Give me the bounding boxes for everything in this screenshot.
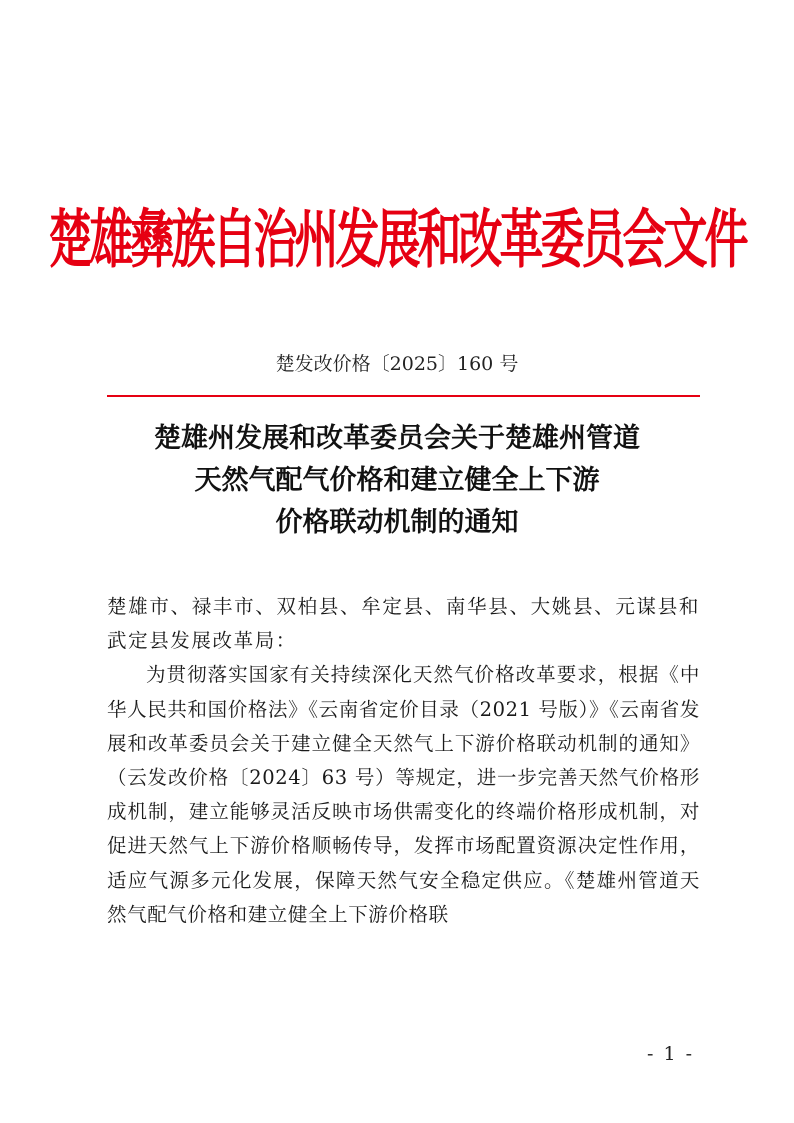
issuer-banner-text: 楚雄彝族自治州发展和改革委员会文件 bbox=[48, 203, 746, 278]
page-number: - 1 - bbox=[646, 1043, 694, 1065]
document-title bbox=[0, 418, 794, 544]
issuer-banner bbox=[0, 196, 794, 286]
document-number: 楚发改价格〔2025〕160 号 bbox=[275, 353, 519, 375]
title-line-3: 价格联动机制的通知 bbox=[275, 507, 519, 538]
body-paragraph-1: 为贯彻落实国家有关持续深化天然气价格改革要求，根据《中华人民共和国价格法》《云南省定价目录（2021 号版）》《云南省发展和改革委员会关于建立健全天然气上下游价格联动机制的通知》（云发改价格〔2024〕63 号）等规定，进一步完善天然气价格形成机制，建立能够灵活反映市场供需变化的终端价格形成机制，对促进天然气上下游价格顺畅传导，发挥市场配置资源决定性作用，适应气源多元化发展，保障天然气安全稳定供应。《楚雄州管道天然气配气价格和建立健全上下游价格联 bbox=[107, 663, 700, 926]
title-line-2: 天然气配气价格和建立健全上下游 bbox=[194, 465, 600, 496]
red-divider-line bbox=[107, 395, 700, 397]
document-body bbox=[107, 590, 700, 932]
title-line-1: 楚雄州发展和改革委员会关于楚雄州管道 bbox=[154, 423, 640, 454]
addressee: 楚雄市、禄丰市、双柏县、牟定县、南华县、大姚县、元谋县和武定县发展改革局： bbox=[107, 595, 700, 653]
